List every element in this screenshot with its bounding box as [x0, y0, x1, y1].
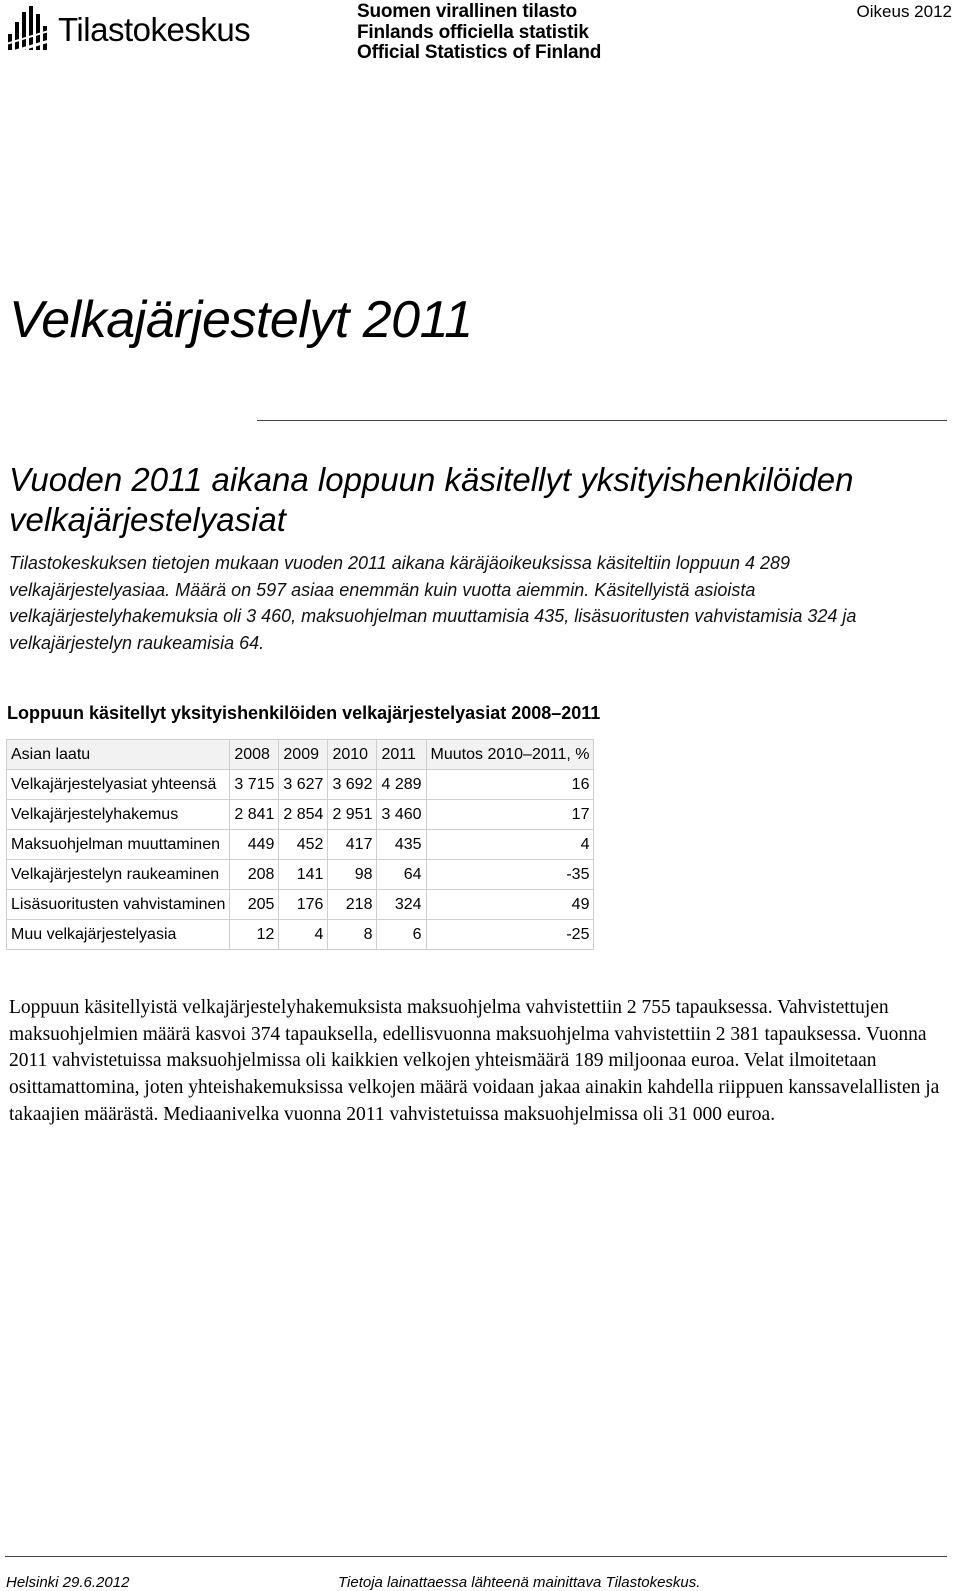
page-title: Velkajärjestelyt 2011 — [9, 291, 473, 349]
value-cell: 324 — [377, 890, 426, 920]
header-cell: Asian laatu — [7, 740, 230, 770]
value-cell: 449 — [230, 830, 279, 860]
value-cell: 3 627 — [279, 770, 328, 800]
title-divider — [257, 420, 947, 421]
value-cell: 141 — [279, 860, 328, 890]
footer-source-note: Tietoja lainattaessa lähteenä mainittava Tilastokeskus. — [338, 1574, 701, 1591]
value-cell: 417 — [328, 830, 377, 860]
value-cell: 12 — [230, 920, 279, 950]
table-row — [7, 800, 594, 830]
table-row — [7, 770, 594, 800]
value-cell: 2 841 — [230, 800, 279, 830]
value-cell: 208 — [230, 860, 279, 890]
row-label: Lisäsuoritusten vahvistaminen — [7, 890, 230, 920]
series-label: Oikeus 2012 — [856, 2, 952, 21]
table-row — [7, 830, 594, 860]
change-cell: 4 — [426, 830, 594, 860]
tilastokeskus-logo — [6, 4, 251, 56]
ost-line-fi: Suomen virallinen tilasto — [357, 1, 577, 22]
body-paragraph: Loppuun käsitellyistä velkajärjestelyhakemuksista maksuohjelma vahvistettiin 2 755 tapauksessa. Vahvistettujen maksuohjelmien määrä kasvoi 374 tapauksella, edellisvuonna maksuohjelma vahvistettiin 2 381 tapauksessa. Vuonna 2011 vahvistetuissa maksuohjelmissa oli kaikkien velkojen yhteismäärä 189 miljoonaa euroa. Velat ilmoitetaan osittamattomina, joten yhteishakemuksissa velkojen määrä voidaan jakaa ainakin kahdella riippuen kanssavelallisten ja takaajien määrästä. Mediaanivelka vuonna 2011 vahvistetuissa maksuohjelmissa oli 31 000 euroa. — [9, 997, 940, 1125]
footer-date: Helsinki 29.6.2012 — [6, 1574, 130, 1591]
statistics-table — [6, 739, 594, 950]
change-cell: 49 — [426, 890, 594, 920]
value-cell: 2 951 — [328, 800, 377, 830]
value-cell: 2 854 — [279, 800, 328, 830]
row-label: Muu velkajärjestelyasia — [7, 920, 230, 950]
value-cell: 176 — [279, 890, 328, 920]
value-cell: 8 — [328, 920, 377, 950]
table-row — [7, 890, 594, 920]
logo-text: Tilastokeskus — [58, 11, 251, 48]
value-cell: 452 — [279, 830, 328, 860]
row-label: Velkajärjestelyasiat yhteensä — [7, 770, 230, 800]
value-cell: 3 460 — [377, 800, 426, 830]
value-cell: 4 289 — [377, 770, 426, 800]
footer-divider — [5, 1556, 947, 1557]
change-cell: -25 — [426, 920, 594, 950]
header-cell: 2008 — [230, 740, 279, 770]
official-statistics-label — [357, 2, 601, 64]
intro-paragraph: Tilastokeskuksen tietojen mukaan vuoden 2011 aikana käräjäoikeuksissa käsiteltiin loppuun 4 289 velkajärjestelyasiaa. Määrä on 597 asiaa enemmän kuin vuotta aiemmin. Käsitellyistä asioista velkajärjestelyhakemuksia oli 3 460, maksuohjelman muuttamisia 435, lisäsuoritusten vahvistamisia 324 ja velkajärjestelyn raukeamisia 64. — [9, 553, 857, 653]
table-title: Loppuun käsitellyt yksityishenkilöiden velkajärjestelyasiat 2008–2011 — [7, 703, 601, 723]
row-label: Maksuohjelman muuttaminen — [7, 830, 230, 860]
value-cell: 435 — [377, 830, 426, 860]
change-cell: 16 — [426, 770, 594, 800]
value-cell: 3 692 — [328, 770, 377, 800]
change-cell: 17 — [426, 800, 594, 830]
change-cell: -35 — [426, 860, 594, 890]
value-cell: 6 — [377, 920, 426, 950]
value-cell: 64 — [377, 860, 426, 890]
ost-line-en: Official Statistics of Finland — [357, 42, 602, 63]
table-row — [7, 860, 594, 890]
row-label: Velkajärjestelyn raukeaminen — [7, 860, 230, 890]
value-cell: 98 — [328, 860, 377, 890]
ost-line-sv: Finlands officiella statistik — [357, 21, 589, 43]
header-cell: 2010 — [328, 740, 377, 770]
section-title: Vuoden 2011 aikana loppuun käsitellyt yksityishenkilöiden velkajärjestelyasiat — [9, 461, 854, 538]
value-cell: 205 — [230, 890, 279, 920]
header-cell: Muutos 2010–2011, % — [426, 740, 594, 770]
table-header-row — [7, 740, 594, 770]
value-cell: 218 — [328, 890, 377, 920]
value-cell: 4 — [279, 920, 328, 950]
header-cell: 2011 — [377, 740, 426, 770]
header-cell: 2009 — [279, 740, 328, 770]
table-row — [7, 920, 594, 950]
tilastokeskus-logo-icon — [6, 4, 52, 56]
value-cell: 3 715 — [230, 770, 279, 800]
row-label: Velkajärjestelyhakemus — [7, 800, 230, 830]
